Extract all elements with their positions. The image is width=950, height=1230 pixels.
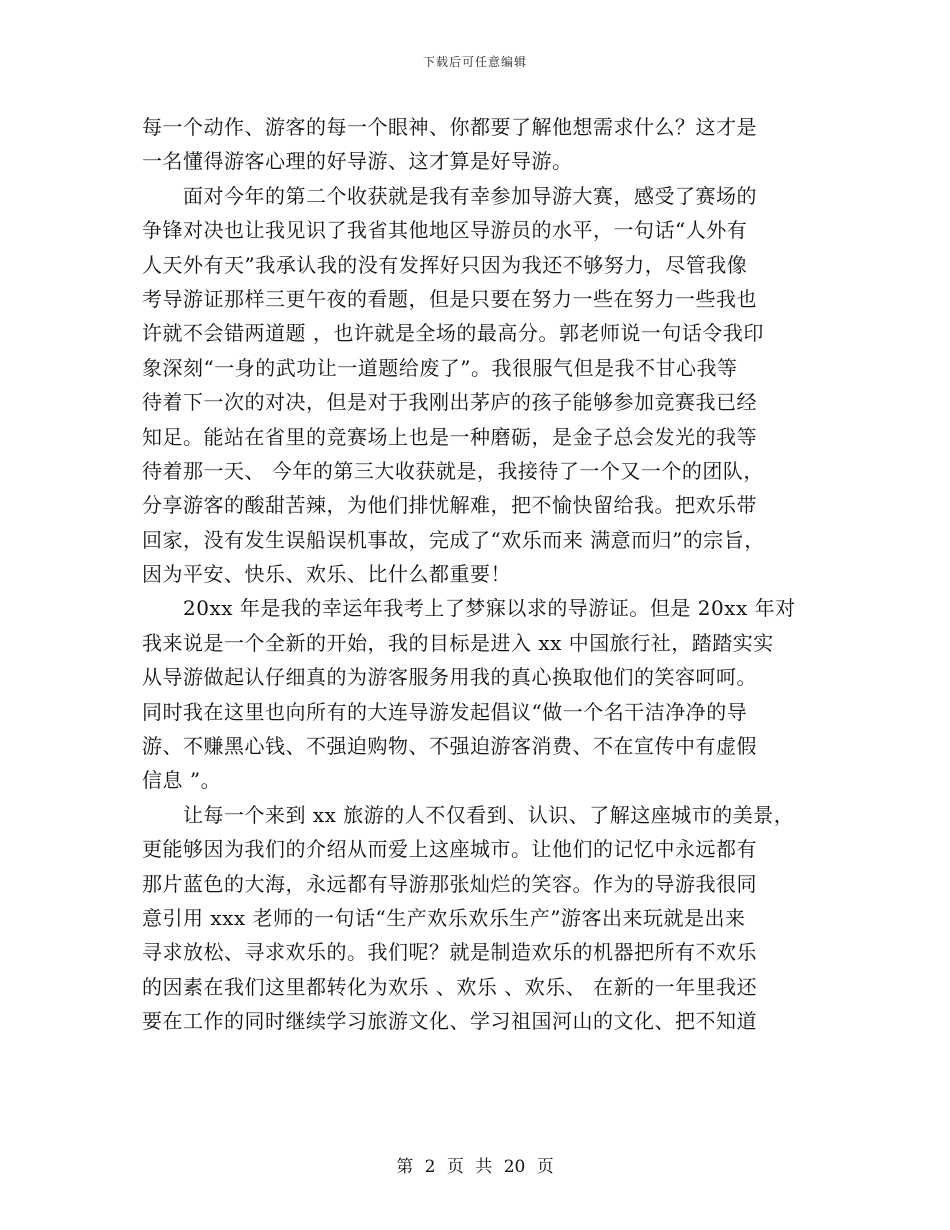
text-line: 寻求放松、寻求欢乐的。我们呢？就是制造欢乐的机器把所有不欢乐 xyxy=(142,940,757,965)
text-line: 面对今年的第二个收获就是我有幸参加导游大赛，感受了赛场的 xyxy=(142,183,757,208)
text-line: 回家，没有发生误船误机事故，完成了“欢乐而来 满意而归”的宗旨， xyxy=(142,527,765,552)
text-line: 一名懂得游客心理的好导游、这才算是好导游。 xyxy=(142,149,573,174)
text-line: 知足。能站在省里的竞赛场上也是一种磨砺，是金子总会发光的我等 xyxy=(142,424,757,449)
text-line: 游、不赚黑心钱、不强迫购物、不强迫游客消费、不在宣传中有虚假 xyxy=(142,734,757,759)
text-line: 待着下一次的对决，但是对于我刚出茅庐的孩子能够参加竞赛我已经 xyxy=(142,390,757,415)
page-header: 下载后可任意编辑 xyxy=(422,55,527,69)
text-line: 待着那一天、 今年的第三大收获就是，我接待了一个又一个的团队， xyxy=(142,458,764,483)
text-line: 那片蓝色的大海，永远都有导游那张灿烂的笑容。作为的导游我很同 xyxy=(142,871,757,896)
text-line: 象深刻“一身的武功让一道题给废了”。我很服气但是我不甘心我等 xyxy=(142,355,738,380)
text-line: 同时我在这里也向所有的大连导游发起倡议“做一个名干洁净净的导 xyxy=(142,699,748,724)
text-line: 许就不会错两道题 ，也许就是全场的最高分。郭老师说一句话令我印 xyxy=(142,321,764,346)
page-number-footer: 第 2 页 共 20 页 xyxy=(396,1157,554,1177)
text-line: 考导游证那样三更午夜的看题，但是只要在努力一些在努力一些我也 xyxy=(142,286,757,311)
text-line: 信息 ”。 xyxy=(142,768,222,793)
text-line: 每一个动作、游客的每一个眼神、你都要了解他想需求什么？这才是 xyxy=(142,115,757,139)
text-line: 让每一个来到 xx 旅游的人不仅看到、认识、了解这座城市的美景， xyxy=(142,802,795,827)
text-line: 争锋对决也让我见识了我省其他地区导游员的水平，一句话“人外有 xyxy=(142,218,748,243)
text-line: 人天外有天”我承认我的没有发挥好只因为我还不够努力，尽管我像 xyxy=(142,252,748,277)
text-line: 更能够因为我们的介绍从而爱上这座城市。让他们的记忆中永远都有 xyxy=(142,837,757,862)
document-body xyxy=(142,110,812,1039)
text-line: 的因素在我们这里都转化为欢乐 、欢乐 、欢乐、 在新的一年里我还 xyxy=(142,974,758,999)
text-line: 从导游做起认仔细真的为游客服务用我的真心换取他们的笑容呵呵。 xyxy=(142,665,757,690)
text-line: 分享游客的酸甜苦辣，为他们排忧解难，把不愉快留给我。把欢乐带 xyxy=(142,493,757,518)
text-line: 20xx 年是我的幸运年我考上了梦寐以求的导游证。但是 20xx 年对 xyxy=(142,596,796,621)
text-line: 要在工作的同时继续学习旅游文化、学习祖国河山的文化、把不知道 xyxy=(142,1009,757,1034)
text-line: 意引用 xxx 老师的一句话“生产欢乐欢乐生产”游客出来玩就是出来 xyxy=(142,905,746,930)
text-line: 我来说是一个全新的开始，我的目标是进入 xx 中国旅行社，踏踏实实 xyxy=(142,630,774,655)
text-line: 因为平安、快乐、欢乐、比什么都重要！ xyxy=(142,562,511,587)
